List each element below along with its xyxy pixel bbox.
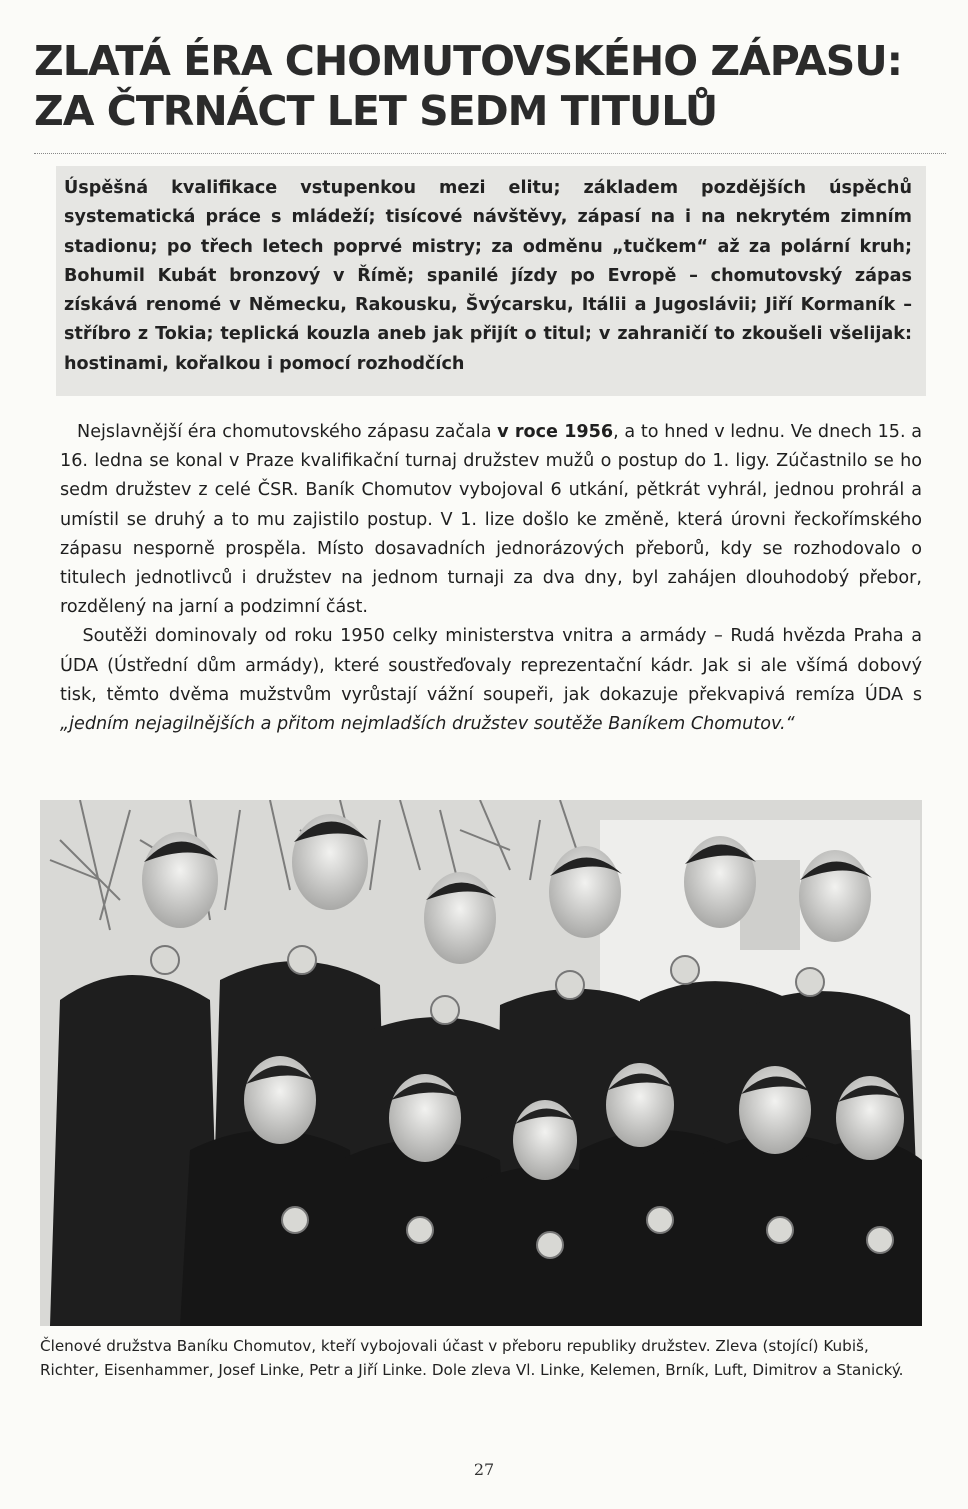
team-photo-illustration (40, 800, 922, 1326)
paragraph-1-text-a: Nejslavnější éra chomutovského zápasu začala (77, 422, 498, 442)
paragraph-2 (60, 622, 922, 739)
title-line-1: ZLATÁ ÉRA CHOMUTOVSKÉHO ZÁPASU: (34, 37, 903, 85)
lead-summary: Úspěšná kvalifikace vstupenkou mezi elitu; základem pozdějších úspěchů systematická práce s mládeží; tisícové návštěvy, zápasí na i na nekrytém zimním stadionu; po třech letech poprvé mistry; za odměnu „tučkem“ až za polární kruh; Bohumil Kubát bronzový v Římě; spanilé jízdy po Evropě – chomutovský zápas získává renomé v Německu, Rakousku, Švýcarsku, Itálii a Jugoslávii; Jiří Kormaník – stříbro z Tokia; teplická kouzla aneb jak přijít o titul; v zahraničí to zkoušeli všelijak: hostinami, kořalkou i pomocí rozhodčích (56, 166, 926, 396)
paragraph-1 (60, 418, 922, 622)
paragraph-1-text-b: , a to hned v lednu. Ve dnech 15. a 16. ledna se konal v Praze kvalifikační turnaj družstev mužů o postup do 1. ligy. Zúčastnilo se ho sedm družstev z celé ČSR. Baník Chomutov vybojoval 6 utkání, pětkrát vyhrál, jednou prohrál a umístil se druhý a to mu zajistilo postup. V 1. lize došlo ke změně, která úrovni řeckořímského zápasu nesporně prospěla. Místo dosavadních jednorázových přeborů, kdy se rozhodovalo o titulech jednotlivců i družstev na jednom turnaji za dva dny, byl zahájen dlouhodobý přebor, rozdělený na jarní a podzimní část. (60, 422, 923, 618)
paragraph-1-bold: v roce 1956 (497, 422, 614, 442)
article-title (34, 36, 934, 136)
title-divider (34, 153, 946, 154)
team-photo (40, 800, 922, 1326)
paragraph-2-text: Soutěži dominovaly od roku 1950 celky ministerstva vnitra a armády – Rudá hvězda Praha a ÚDA (Ústřední dům armády), které soustřeďovaly reprezentační kádr. Jak si ale všímá dobový tisk, těmto dvěma mužstvům vyrůstají vážní soupeři, jak dokazuje překvapivá remíza ÚDA s (60, 626, 922, 705)
page-number: 27 (473, 1460, 495, 1479)
paragraph-2-quote: „jedním nejagilnějších a přitom nejmladších družstev soutěže Baníkem Chomutov.“ (60, 714, 795, 735)
photo-caption: Členové družstva Baníku Chomutov, kteří vybojovali účast v přeboru republiky družstev. Zleva (stojící) Kubiš, Richter, Eisenhammer, Josef Linke, Petr a Jiří Linke. Dole zleva Vl. Linke, Kelemen, Brník, Luft, Dimitrov a Stanický. (40, 1337, 904, 1380)
title-line-2: ZA ČTRNÁCT LET SEDM TITULŮ (34, 87, 718, 135)
article-body (60, 418, 922, 739)
